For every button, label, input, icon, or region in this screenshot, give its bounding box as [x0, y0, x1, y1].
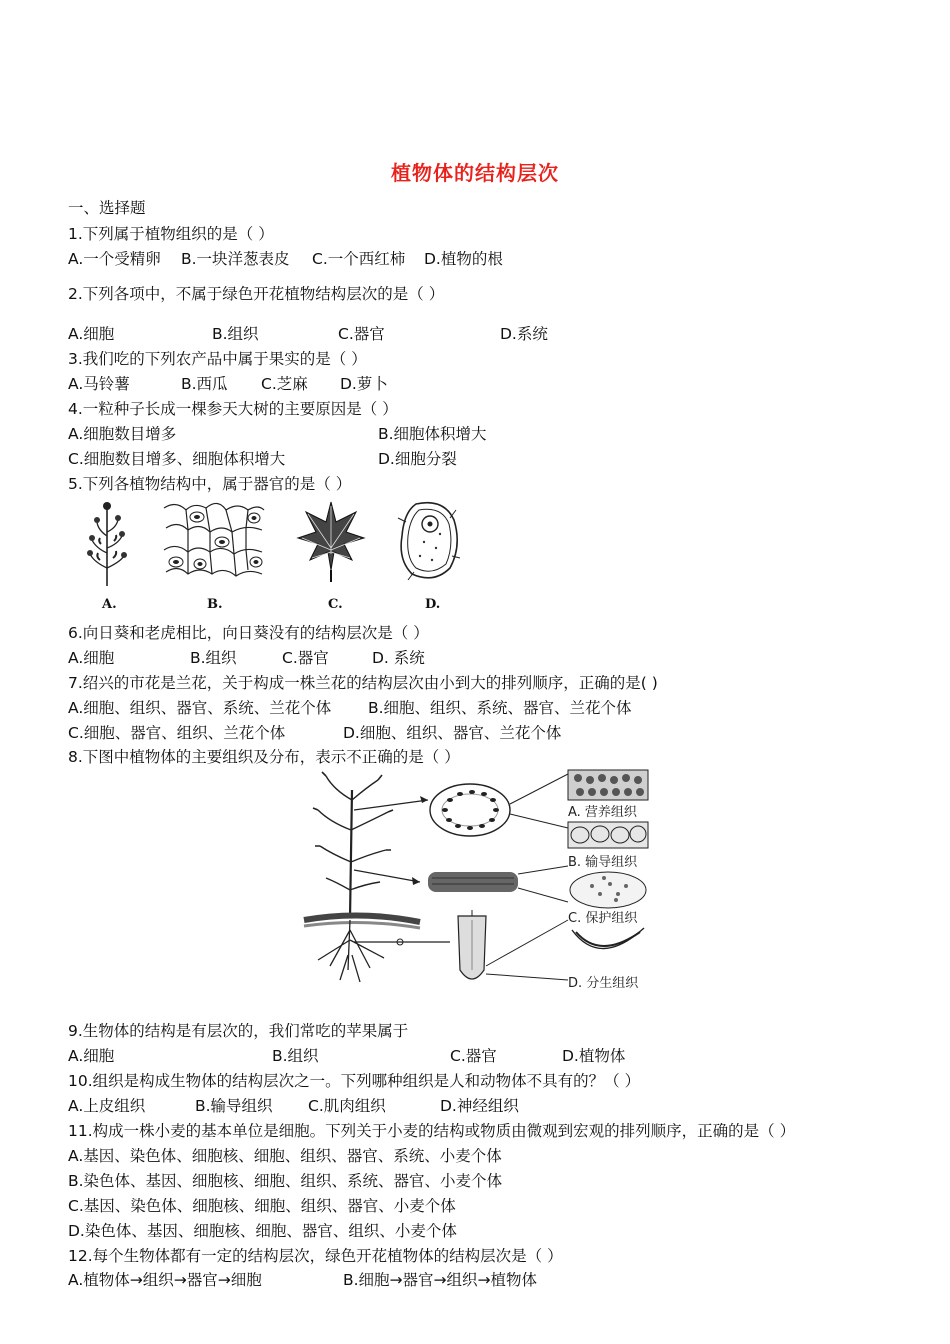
- q4-option-c: C.细胞数目增多、细胞体积增大: [68, 450, 286, 468]
- q1-option-d: D.植物的根: [424, 250, 503, 268]
- q5-figure-a-plant: [82, 498, 132, 588]
- q9-option-d: D.植物体: [562, 1047, 626, 1065]
- q11-option-b: B.染色体、基因、细胞核、细胞、组织、系统、器官、小麦个体: [68, 1172, 503, 1190]
- q11-option-a: A.基因、染色体、细胞核、细胞、组织、器官、系统、小麦个体: [68, 1147, 502, 1165]
- q8-label-d: D. 分生组织: [568, 976, 639, 991]
- q6-option-b: B.组织: [190, 649, 237, 667]
- question-2-stem: 2.下列各项中，不属于绿色开花植物结构层次的是（ ）: [68, 285, 445, 303]
- q5-figure-b-epidermis: [162, 498, 266, 584]
- q3-option-a: A.马铃薯: [68, 375, 130, 393]
- question-7-stem: 7.绍兴的市花是兰花，关于构成一株兰花的结构层次由小到大的排列顺序，正确的是( ): [68, 674, 658, 692]
- q12-option-b: B.细胞→器官→组织→植物体: [343, 1271, 538, 1289]
- question-10-stem: 10.组织是构成生物体的结构层次之一。下列哪种组织是人和动物体不具有的？（ ）: [68, 1072, 641, 1090]
- q2-option-c: C.器官: [338, 325, 385, 343]
- q10-option-d: D.神经组织: [440, 1097, 519, 1115]
- question-12-stem: 12.每个生物体都有一定的结构层次，绿色开花植物体的结构层次是（ ）: [68, 1247, 563, 1265]
- q7-option-d: D.细胞、组织、器官、兰花个体: [343, 724, 562, 742]
- question-4-stem: 4.一粒种子长成一棵参天大树的主要原因是（ ）: [68, 400, 398, 418]
- q1-option-b: B.一块洋葱表皮: [181, 250, 290, 268]
- section-heading: 一、选择题: [68, 199, 146, 217]
- q2-option-b: B.组织: [212, 325, 259, 343]
- q12-option-a: A.植物体→组织→器官→细胞: [68, 1271, 262, 1289]
- q5-label-c: C.: [328, 597, 343, 612]
- q7-option-b: B.细胞、组织、系统、器官、兰花个体: [368, 699, 632, 717]
- q5-figure-c-leaf: [296, 498, 366, 584]
- q7-option-c: C.细胞、器官、组织、兰花个体: [68, 724, 286, 742]
- question-1-stem: 1.下列属于植物组织的是（ ）: [68, 225, 274, 243]
- q11-option-d: D.染色体、基因、细胞核、细胞、器官、组织、小麦个体: [68, 1222, 457, 1240]
- q1-option-c: C.一个西红柿: [312, 250, 406, 268]
- q3-option-b: B.西瓜: [181, 375, 228, 393]
- question-11-stem: 11.构成一株小麦的基本单位是细胞。下列关于小麦的结构或物质由微观到宏观的排列顺序，正确的是（ ）: [68, 1122, 796, 1140]
- q2-option-d: D.系统: [500, 325, 548, 343]
- q11-option-c: C.基因、染色体、细胞核、细胞、组织、器官、小麦个体: [68, 1197, 456, 1215]
- q9-option-a: A.细胞: [68, 1047, 115, 1065]
- q5-figure-d-cell: [394, 498, 464, 584]
- q5-label-b: B.: [207, 597, 223, 612]
- q10-option-c: C.肌肉组织: [308, 1097, 386, 1115]
- q8-label-a: A. 营养组织: [568, 805, 637, 820]
- question-3-stem: 3.我们吃的下列农产品中属于果实的是（ ）: [68, 350, 367, 368]
- q4-option-b: B.细胞体积增大: [378, 425, 487, 443]
- page-title: 植物体的结构层次: [391, 161, 559, 185]
- q5-label-a: A.: [102, 597, 117, 612]
- q1-option-a: A.一个受精卵: [68, 250, 161, 268]
- q6-option-d: D. 系统: [372, 649, 425, 667]
- q10-option-a: A.上皮组织: [68, 1097, 146, 1115]
- q7-option-a: A.细胞、组织、器官、系统、兰花个体: [68, 699, 332, 717]
- q8-plant-tissue-diagram: [300, 770, 660, 995]
- q8-label-b: B. 输导组织: [568, 855, 638, 870]
- q8-label-c: C. 保护组织: [568, 911, 638, 926]
- q6-option-c: C.器官: [282, 649, 329, 667]
- q9-option-b: B.组织: [272, 1047, 319, 1065]
- question-9-stem: 9.生物体的结构是有层次的，我们常吃的苹果属于: [68, 1022, 409, 1040]
- question-6-stem: 6.向日葵和老虎相比，向日葵没有的结构层次是（ ）: [68, 624, 429, 642]
- q9-option-c: C.器官: [450, 1047, 497, 1065]
- q10-option-b: B.输导组织: [195, 1097, 273, 1115]
- q2-option-a: A.细胞: [68, 325, 115, 343]
- q3-option-c: C.芝麻: [261, 375, 308, 393]
- q3-option-d: D.萝卜: [340, 375, 388, 393]
- question-8-stem: 8.下图中植物体的主要组织及分布，表示不正确的是（ ）: [68, 748, 460, 766]
- q5-label-d: D.: [425, 597, 441, 612]
- q6-option-a: A.细胞: [68, 649, 115, 667]
- question-5-stem: 5.下列各植物结构中，属于器官的是（ ）: [68, 475, 352, 493]
- q4-option-a: A.细胞数目增多: [68, 425, 177, 443]
- q4-option-d: D.细胞分裂: [378, 450, 457, 468]
